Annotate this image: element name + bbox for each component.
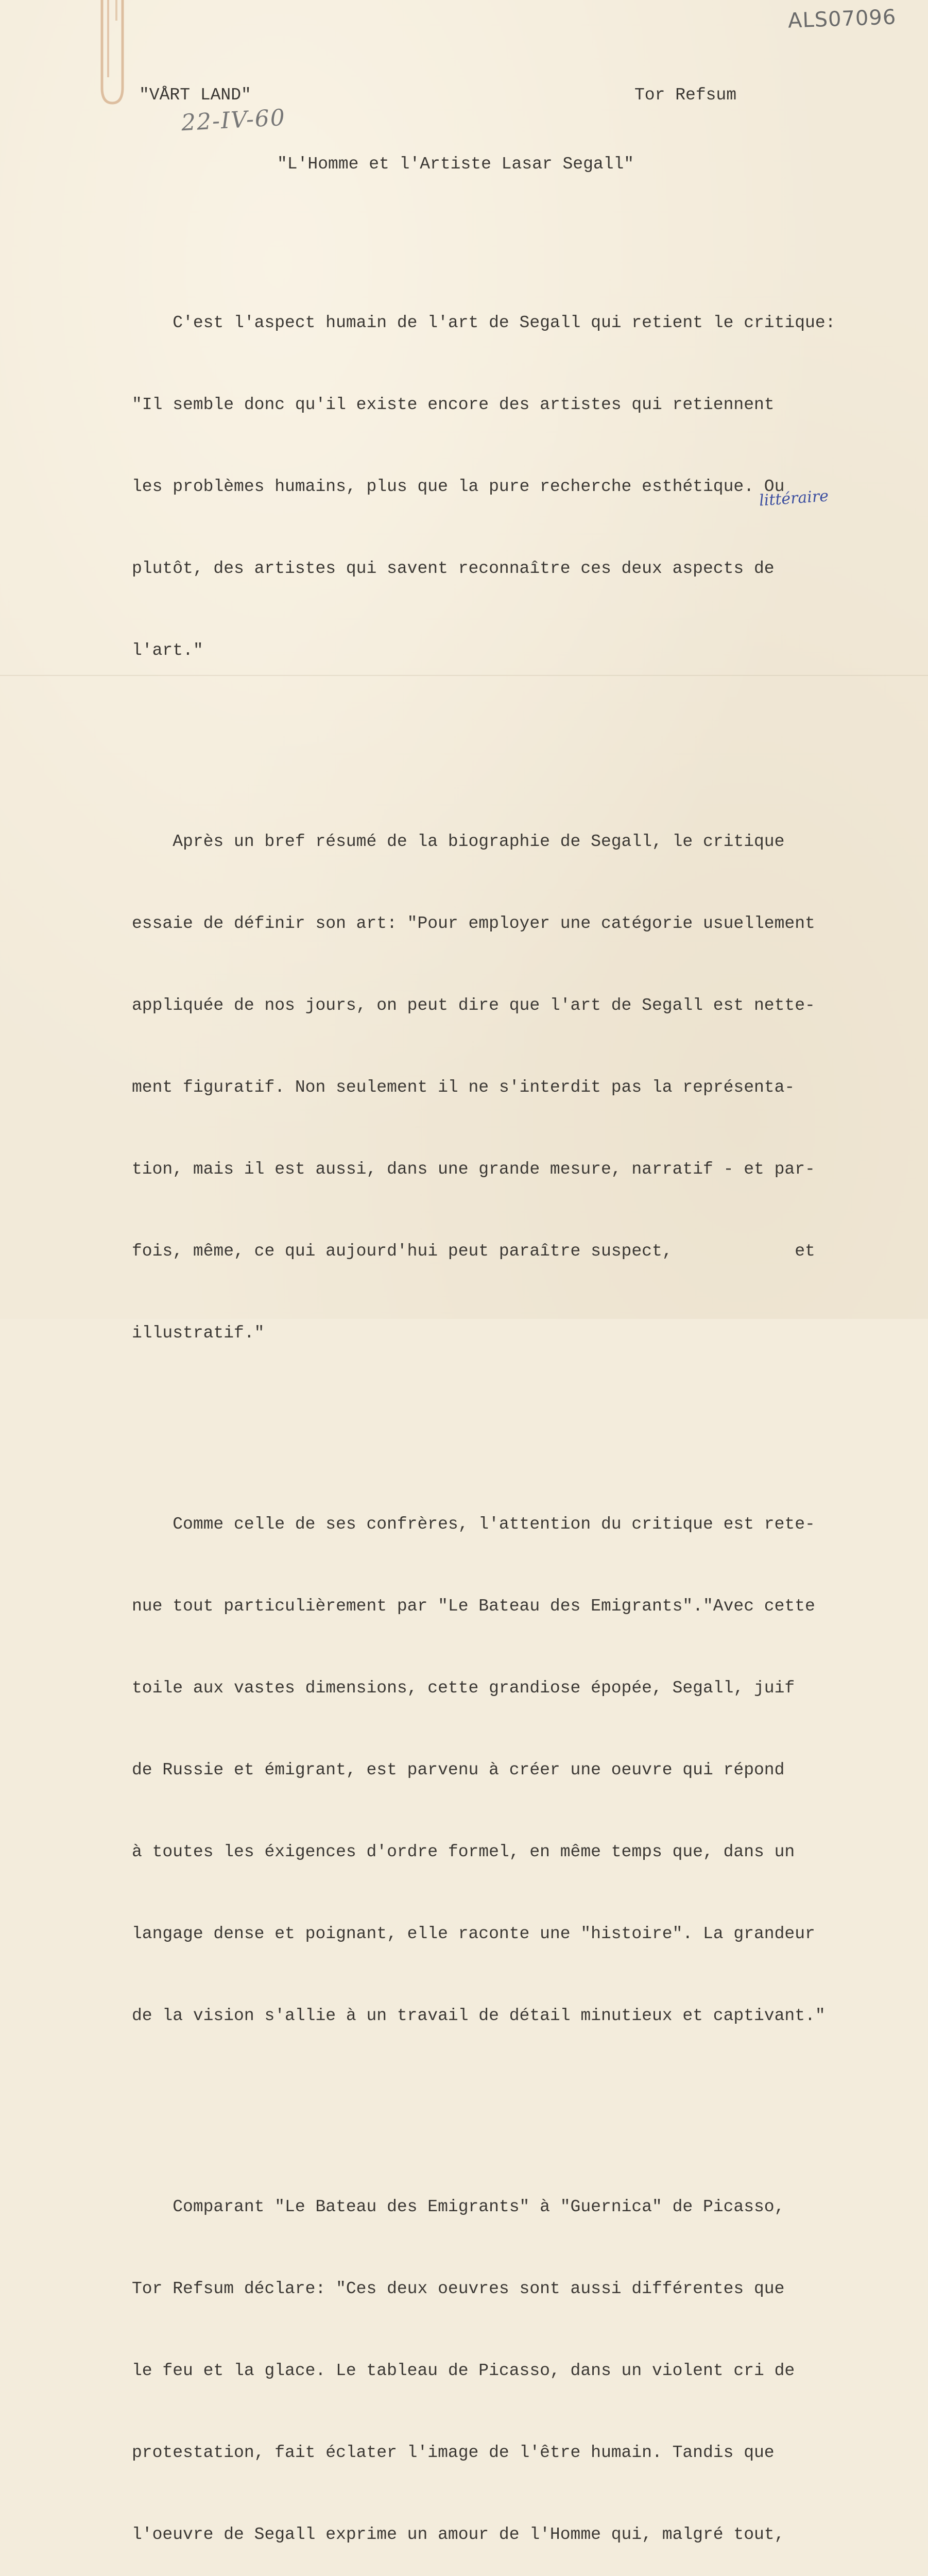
text-line: "Il semble donc qu'il existe encore des artistes qui retiennent: [132, 395, 775, 414]
text-line: plutôt, des artistes qui savent reconnaître ces deux aspects de: [132, 559, 775, 578]
text-line: Comme celle de ses confrères, l'attention du critique est rete-: [132, 1515, 815, 1534]
text-line: l'oeuvre de Segall exprime un amour de l'Homme qui, malgré tout,: [132, 2525, 785, 2544]
text-line: C'est l'aspect humain de l'art de Segall qui retient le critique:: [132, 313, 836, 332]
archive-code-handwritten: ALS07096: [787, 5, 897, 33]
text-line: Comparant "Le Bateau des Emigrants" à "Guernica" de Picasso,: [132, 2197, 785, 2216]
text-line: le feu et la glace. Le tableau de Picasso, dans un violent cri de: [132, 2361, 795, 2380]
text-line: de Russie et émigrant, est parvenu à créer une oeuvre qui répond: [132, 1760, 785, 1780]
handwritten-insertion: littéraire: [758, 487, 830, 510]
text-line: Après un bref résumé de la biographie de Segall, le critique: [132, 832, 785, 851]
document-title: "L'Homme et l'Artiste Lasar Segall": [277, 155, 634, 174]
text-line: fois, même, ce qui aujourd'hui peut paraître suspect, et: [132, 1242, 815, 1261]
text-line: appliquée de nos jours, on peut dire que l'art de Segall est nette-: [132, 996, 815, 1015]
paragraph-1: [132, 255, 835, 719]
paragraph-4: [132, 2139, 835, 2576]
text-line: Tor Refsum déclare: "Ces deux oeuvres sont aussi différentes que: [132, 2279, 785, 2298]
text-line: tion, mais il est aussi, dans une grande mesure, narratif - et par-: [132, 1160, 815, 1179]
text-line: l'art.": [132, 641, 203, 660]
text-line: toile aux vastes dimensions, cette grandiose épopée, Segall, juif: [132, 1679, 795, 1698]
text-line: protestation, fait éclater l'image de l'être humain. Tandis que: [132, 2443, 775, 2462]
paragraph-3: [132, 1456, 835, 2084]
text-line: langage dense et poignant, elle raconte une "histoire". La grandeur: [132, 1924, 815, 1943]
text-line: ment figuratif. Non seulement il ne s'interdit pas la représenta-: [132, 1078, 795, 1097]
newspaper-name: "VÅRT LAND": [139, 86, 251, 105]
text-line: de la vision s'allie à un travail de détail minutieux et captivant.": [132, 2006, 826, 2025]
text-line: essaie de définir son art: "Pour employer une catégorie usuellement: [132, 914, 815, 933]
body-text: [132, 200, 835, 2576]
paperclip-rust-stain: [97, 0, 128, 108]
text-line: illustratif.": [132, 1324, 265, 1343]
text-line: à toutes les éxigences d'ordre formel, en même temps que, dans un: [132, 1842, 795, 1861]
text-line: les problèmes humains, plus que la pure recherche esthétique. Ou: [132, 477, 785, 496]
paragraph-2: [132, 773, 835, 1401]
text-line: nue tout particulièrement par "Le Bateau des Emigrants"."Avec cette: [132, 1597, 815, 1616]
author-name: Tor Refsum: [634, 86, 737, 105]
handwritten-date: 22-IV-60: [180, 104, 287, 137]
